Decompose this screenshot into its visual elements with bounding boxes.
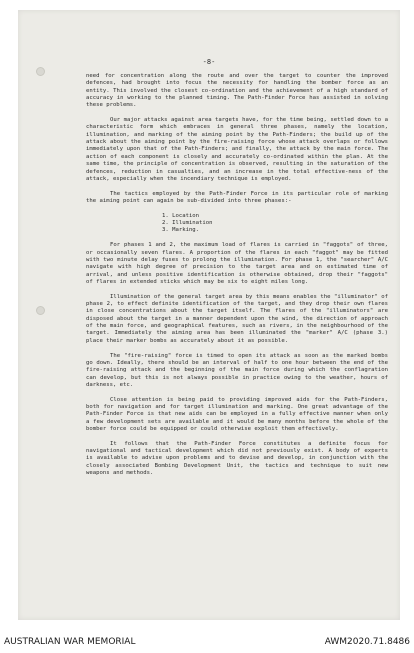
archive-footer <box>0 632 414 653</box>
source-label: AUSTRALIAN WAR MEMORIAL <box>4 637 136 647</box>
phase-item: 1. Location <box>162 212 200 219</box>
paragraph: The tactics employed by the Path-Finder Force in its particular role of marking the aiming point can again be sub-divided into three phases:- <box>86 190 388 204</box>
paragraph: The "fire-raising" force is timed to open its attack as soon as the marked bombs go down. Ideally, there should be an interval of half to one hour between the end of the fire-raising attack and the beginning of the main force during which the conflagration can develop, but this is not always possible in practice owing to the weather, hours of darkness, etc. <box>86 352 388 388</box>
paragraph: Illumination of the general target area by this means enables the "illuminator" of phase 2, to effect definite identification of the target, and they drop their own flares in close concentrations about the target itself. The flares of the "illuminators" are disposed about the target in a manner dependent upon the wind, the direction of approach of the main force, and geographical features, such as rivers, in the neighbourhood of the target. Immediately the aiming area has been illuminated the "marker" A/C (phase 3.) place their marker bombs as accurately about it as possible. <box>86 293 388 344</box>
phase-item: 2. Illumination <box>162 220 213 227</box>
punch-hole <box>36 306 45 315</box>
punch-hole <box>36 67 45 76</box>
paragraph: need for concentration along the route and over the target to counter the improved defences, had brought into focus the necessity for handling the bomber force as an entity. This involved the closest co-ordination and the achievement of a high standard of accuracy in working to the planned timing. The Path-Finder Force has assisted in solving these problems. <box>86 73 388 109</box>
paragraph: It follows that the Path-Finder Force constitutes a definite focus for navigational and tactical development which did not previously exist. A body of experts is available to advise upon problems and to devise and develop, in conjunction with the closely associated Bombing Development Unit, the tactics and technique to suit new weapons and methods. <box>86 440 388 477</box>
phase-item: 3. Marking. <box>162 227 200 234</box>
reference-number: AWM2020.71.8486 <box>324 637 410 647</box>
phase-list <box>162 213 388 235</box>
paragraph: For phases 1 and 2, the maximum load of flares is carried in "faggots" of three, or occasionally seven flares. A proportion of the flares in each "faggot" may be fitted with two minute delay fuses to prolong the illumination. For phase 1, the "searcher" A/C navigate with high degree of precision to the target area and on estimated time of arrival, and unless positive identification is otherwise obtained, drop their "faggots" of flares in extended sticks which may be six to eight miles long. <box>86 242 388 285</box>
document-body <box>86 73 388 485</box>
paragraph: Our major attacks against area targets have, for the time being, settled down to a characteristic form which embraces in general three phases, namely the location, illumination, and marking of the aiming point by the Path-Finders; the build up of the attack about the aiming point by the fire-raising force whose attack overlaps or follows immediately upon that of the Path-Finders; and finally, the attack by the main force. The action of each component is closely and accurately co-ordinated within the plan. At the same time, the principle of concentration is observed, resulting in the saturation of the defences, reduction in casualties, and an increase in the total effective-ness of the attack, especially when the incendiary technique is employed. <box>86 117 388 182</box>
document-page <box>18 10 400 620</box>
paragraph: Close attention is being paid to providing improved aids for the Path-Finders, both for navigation and for target illumination and marking. One great advantage of the Path-Finder Force is that new aids can be employed in a fully effective manner when only a few development sets are available and it would be many months before the whole of the bomber force could be equipped or could otherwise exploit them effectively. <box>86 396 388 433</box>
page-number: -8- <box>202 58 216 66</box>
